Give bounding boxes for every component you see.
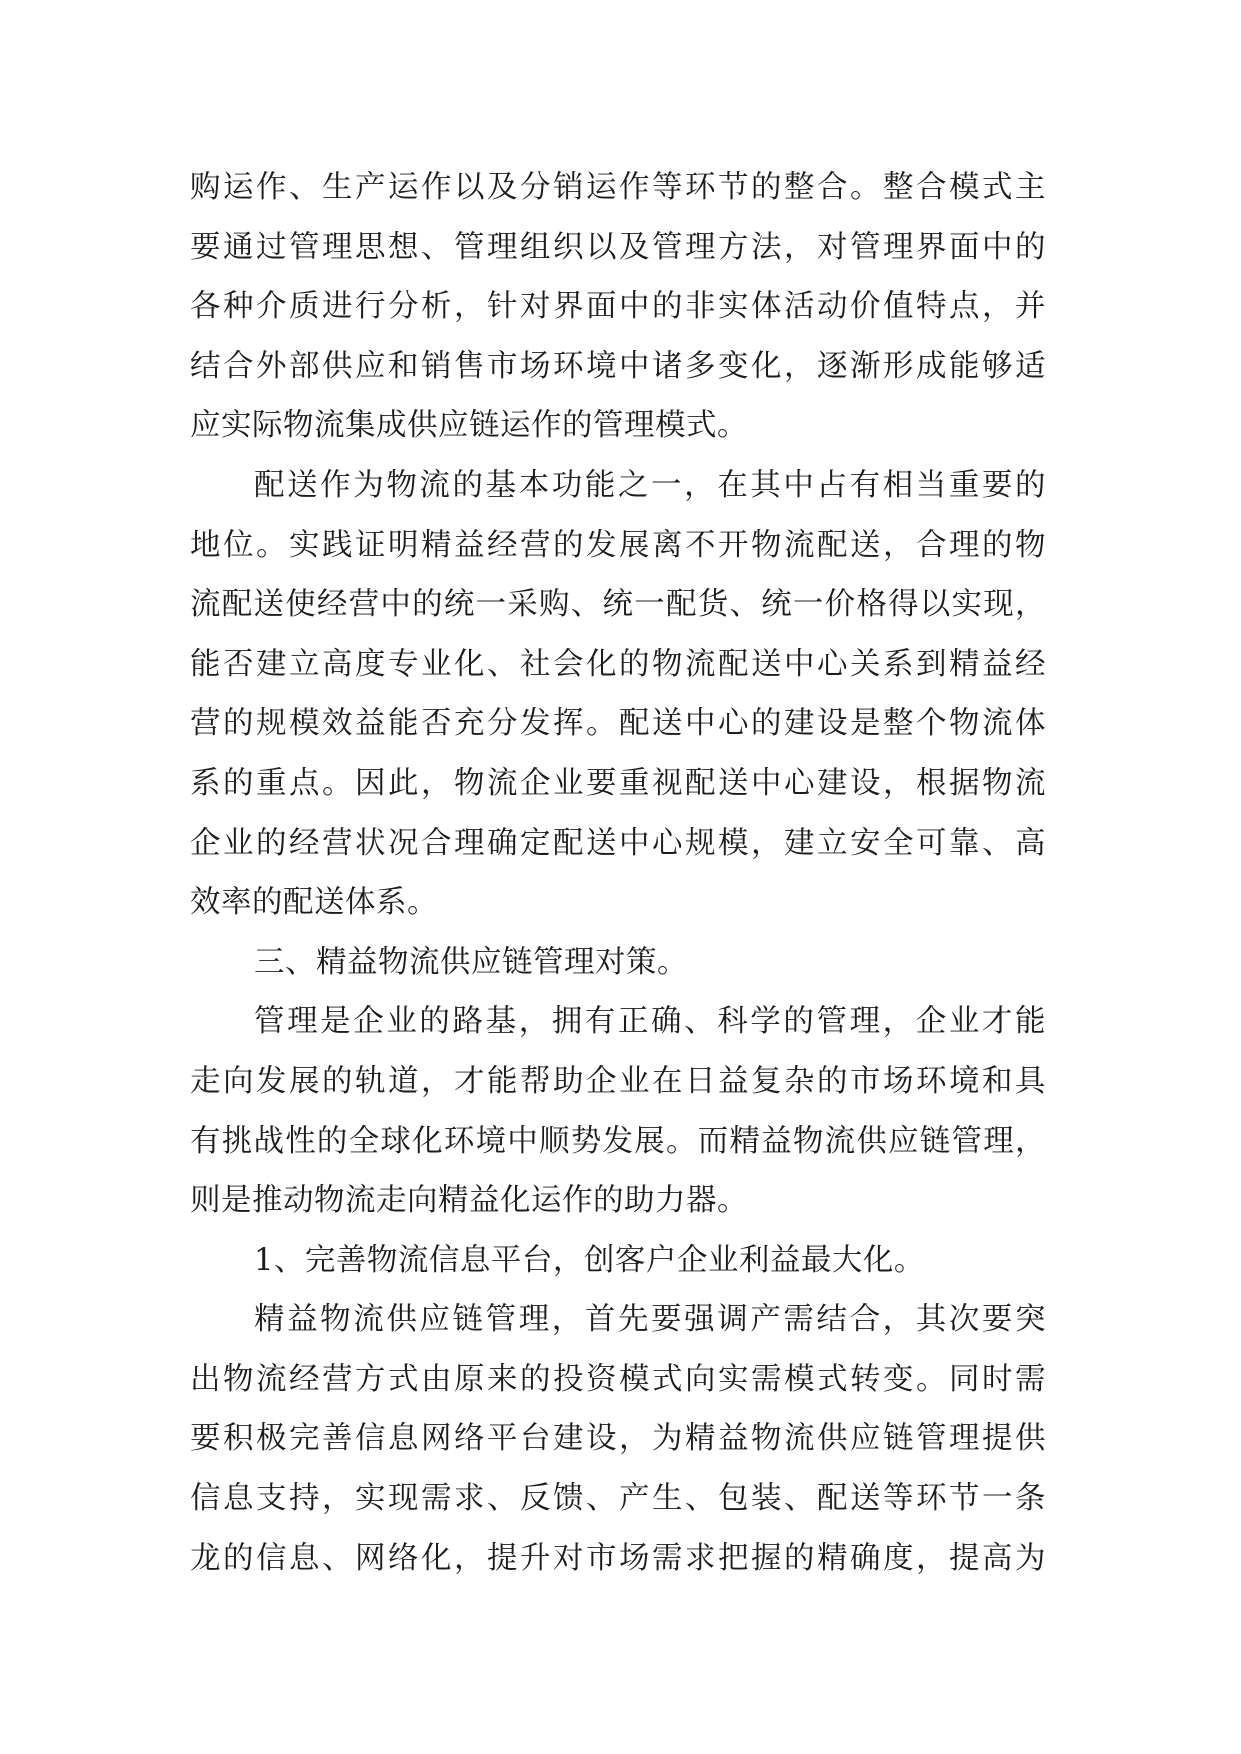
text-line: 信息支持，实现需求、反馈、产生、包装、配送等环节一条	[190, 1481, 1046, 1517]
text-line: 管理是企业的路基，拥有正确、科学的管理，企业才能	[254, 1004, 1046, 1040]
text-line: 精益物流供应链管理，首先要强调产需结合，其次要突	[254, 1302, 1046, 1338]
text-line: 效率的配送体系。	[190, 885, 438, 921]
heading-text: 三、精益物流供应链管理对策。	[254, 944, 688, 980]
text-line: 要通过管理思想、管理组织以及管理方法，对管理界面中的	[190, 229, 1046, 265]
paragraph-6	[190, 1290, 1046, 1588]
paragraph-1	[190, 158, 1046, 456]
text-line: 龙的信息、网络化，提升对市场需求把握的精确度，提高为	[190, 1540, 1046, 1576]
text-line: 应实际物流集成供应链运作的管理模式。	[190, 408, 748, 444]
paragraph-2	[190, 456, 1046, 933]
text-line: 有挑战性的全球化环境中顺势发展。而精益物流供应链管理，	[190, 1123, 1046, 1159]
paragraph-4	[190, 992, 1046, 1230]
text-line: 营的规模效益能否充分发挥。配送中心的建设是整个物流体	[190, 706, 1046, 742]
text-line: 各种介质进行分析，针对界面中的非实体活动价值特点，并	[190, 289, 1046, 325]
text-line: 地位。实践证明精益经营的发展离不开物流配送，合理的物	[190, 527, 1046, 563]
body-text	[190, 158, 1046, 1588]
section-heading	[190, 933, 1046, 993]
text-line: 则是推动物流走向精益化运作的助力器。	[190, 1183, 748, 1219]
text-line: 企业的经营状况合理确定配送中心规模，建立安全可靠、高	[190, 825, 1046, 861]
text-line: 结合外部供应和销售市场环境中诸多变化，逐渐形成能够适	[190, 348, 1046, 384]
subheading-text: 1、完善物流信息平台，创客户企业利益最大化。	[254, 1242, 925, 1278]
text-line: 走向发展的轨道，才能帮助企业在日益复杂的市场环境和具	[190, 1063, 1046, 1099]
text-line: 出物流经营方式由原来的投资模式向实需模式转变。同时需	[190, 1361, 1046, 1397]
text-line: 要积极完善信息网络平台建设，为精益物流供应链管理提供	[190, 1421, 1046, 1457]
text-line: 购运作、生产运作以及分销运作等环节的整合。整合模式主	[190, 170, 1046, 205]
subsection-heading	[190, 1231, 1046, 1291]
text-line: 系的重点。因此，物流企业要重视配送中心建设，根据物流	[190, 765, 1046, 801]
text-line: 配送作为物流的基本功能之一，在其中占有相当重要的	[254, 467, 1046, 503]
text-line: 能否建立高度专业化、社会化的物流配送中心关系到精益经	[190, 646, 1046, 682]
text-line: 流配送使经营中的统一采购、统一配货、统一价格得以实现，	[190, 587, 1046, 623]
